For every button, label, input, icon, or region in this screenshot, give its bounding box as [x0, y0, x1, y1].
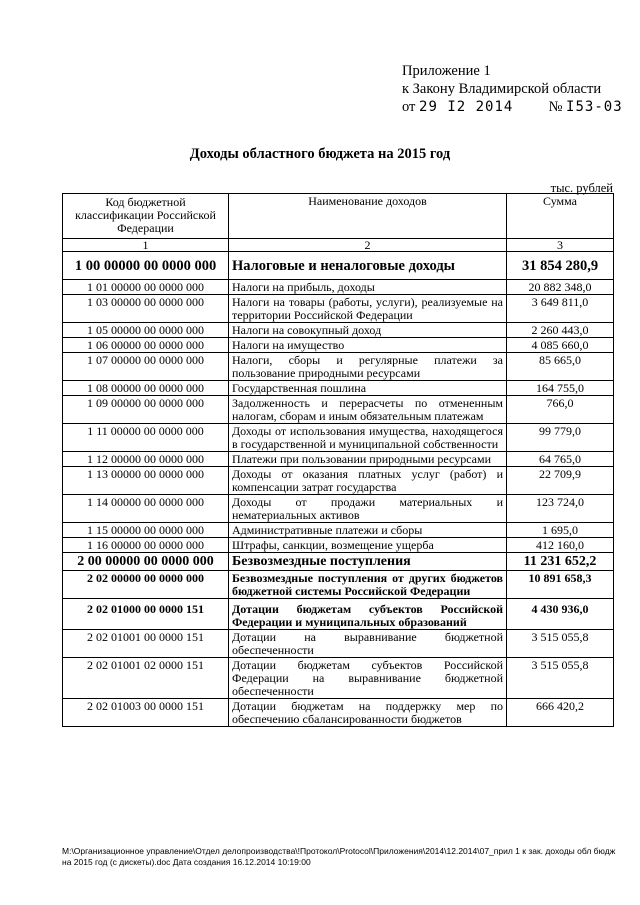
row-code: 1 15 00000 00 0000 000 [63, 523, 229, 538]
row-name: Налоговые и неналоговые доходы [229, 252, 507, 280]
column-number: 1 [63, 239, 229, 252]
table-row [63, 467, 614, 495]
table-row [63, 424, 614, 452]
row-sum: 1 695,0 [507, 523, 614, 538]
row-sum: 164 755,0 [507, 381, 614, 396]
table-row [63, 699, 614, 727]
row-sum: 3 515 055,8 [507, 630, 614, 658]
table-row [63, 658, 614, 699]
column-numbers-row [63, 239, 614, 252]
table-row [63, 396, 614, 424]
row-name: Дотации бюджетам субъектов Российской Федерации на выравнивание бюджетной обеспеченности [229, 658, 507, 699]
row-code: 1 08 00000 00 0000 000 [63, 381, 229, 396]
appendix-title: Приложение 1 [402, 63, 491, 79]
row-name: Налоги, сборы и регулярные платежи за пользование природными ресурсами [229, 353, 507, 381]
table-row [63, 553, 614, 571]
row-name: Задолженность и перерасчеты по отмененным налогам, сборам и иным обязательным платежам [229, 396, 507, 424]
column-number: 3 [507, 239, 614, 252]
row-name: Административные платежи и сборы [229, 523, 507, 538]
row-name: Налоги на прибыль, доходы [229, 280, 507, 295]
table-row [63, 599, 614, 630]
row-code: 1 03 00000 00 0000 000 [63, 295, 229, 323]
row-sum: 412 160,0 [507, 538, 614, 553]
row-code: 1 14 00000 00 0000 000 [63, 495, 229, 523]
row-code: 1 13 00000 00 0000 000 [63, 467, 229, 495]
row-sum: 2 260 443,0 [507, 323, 614, 338]
row-sum: 666 420,2 [507, 699, 614, 727]
row-code: 1 11 00000 00 0000 000 [63, 424, 229, 452]
row-name: Налоги на товары (работы, услуги), реализуемые на территории Российской Федерации [229, 295, 507, 323]
appendix-law: к Закону Владимирской области [402, 81, 602, 97]
table-header-row [63, 194, 614, 239]
table-row [63, 381, 614, 396]
table-row [63, 523, 614, 538]
row-name: Дотации на выравнивание бюджетной обеспеченности [229, 630, 507, 658]
row-code: 2 02 01001 00 0000 151 [63, 630, 229, 658]
table-row [63, 630, 614, 658]
row-name: Дотации бюджетам субъектов Российской Федерации и муниципальных образований [229, 599, 507, 630]
row-name: Доходы от использования имущества, находящегося в государственной и муниципальной собственности [229, 424, 507, 452]
appendix-from: от [402, 99, 416, 115]
row-sum: 4 085 660,0 [507, 338, 614, 353]
file-path-footer: M:\Организационное управление\Отдел делопроизводства\!Протокол\Protocol\Приложения\2014\12.2014\07_прил 1 к зак. доходы обл бюдж на 2015 год (с дискеты).doc Дата создания 16.12.2014 10:19:00 [62, 846, 616, 867]
row-code: 1 16 00000 00 0000 000 [63, 538, 229, 553]
table-row [63, 338, 614, 353]
row-code: 1 01 00000 00 0000 000 [63, 280, 229, 295]
row-code: 1 05 00000 00 0000 000 [63, 323, 229, 338]
appendix-block [402, 62, 623, 116]
row-sum: 64 765,0 [507, 452, 614, 467]
row-sum: 99 779,0 [507, 424, 614, 452]
row-sum: 3 515 055,8 [507, 658, 614, 699]
row-sum: 766,0 [507, 396, 614, 424]
row-sum: 22 709,9 [507, 467, 614, 495]
row-code: 2 02 00000 00 0000 000 [63, 571, 229, 599]
table-row [63, 252, 614, 280]
row-sum: 20 882 348,0 [507, 280, 614, 295]
row-code: 2 02 01000 00 0000 151 [63, 599, 229, 630]
page-title: Доходы областного бюджета на 2015 год [189, 146, 451, 162]
row-name: Платежи при пользовании природными ресурсами [229, 452, 507, 467]
row-sum: 11 231 652,2 [507, 553, 614, 571]
table-row [63, 452, 614, 467]
row-code: 2 02 01003 00 0000 151 [63, 699, 229, 727]
header-code: Код бюджетной классификации Российской Федерации [63, 194, 229, 239]
row-sum: 31 854 280,9 [507, 252, 614, 280]
row-name: Доходы от продажи материальных и нематериальных активов [229, 495, 507, 523]
row-code: 1 06 00000 00 0000 000 [63, 338, 229, 353]
row-name: Безвозмездные поступления [229, 553, 507, 571]
row-code: 1 09 00000 00 0000 000 [63, 396, 229, 424]
table-row [63, 538, 614, 553]
units-label: тыс. рублей [550, 181, 613, 195]
row-code: 2 02 01001 02 0000 151 [63, 658, 229, 699]
row-name: Государственная пошлина [229, 381, 507, 396]
appendix-number-sign: № [548, 99, 563, 115]
table-row [63, 571, 614, 599]
row-code: 1 07 00000 00 0000 000 [63, 353, 229, 381]
row-sum: 85 665,0 [507, 353, 614, 381]
row-sum: 10 891 658,3 [507, 571, 614, 599]
row-name: Дотации бюджетам на поддержку мер по обеспечению сбалансированности бюджетов [229, 699, 507, 727]
header-sum: Сумма [507, 194, 614, 239]
row-name: Доходы от оказания платных услуг (работ) и компенсации затрат государства [229, 467, 507, 495]
row-sum: 4 430 936,0 [507, 599, 614, 630]
row-code: 1 00 00000 00 0000 000 [63, 252, 229, 280]
appendix-date: 29 I2 2014 [419, 99, 514, 115]
row-code: 1 12 00000 00 0000 000 [63, 452, 229, 467]
revenue-table [62, 193, 614, 727]
row-name: Безвозмездные поступления от других бюджетов бюджетной системы Российской Федерации [229, 571, 507, 599]
row-name: Налоги на совокупный доход [229, 323, 507, 338]
row-code: 2 00 00000 00 0000 000 [63, 553, 229, 571]
row-sum: 3 649 811,0 [507, 295, 614, 323]
table-row [63, 295, 614, 323]
table-row [63, 353, 614, 381]
column-number: 2 [229, 239, 507, 252]
appendix-date-line [402, 98, 623, 116]
appendix-number: I53-03 [566, 99, 623, 115]
table-row [63, 323, 614, 338]
row-name: Штрафы, санкции, возмещение ущерба [229, 538, 507, 553]
table-row [63, 280, 614, 295]
row-name: Налоги на имущество [229, 338, 507, 353]
header-name: Наименование доходов [229, 194, 507, 239]
row-sum: 123 724,0 [507, 495, 614, 523]
table-row [63, 495, 614, 523]
